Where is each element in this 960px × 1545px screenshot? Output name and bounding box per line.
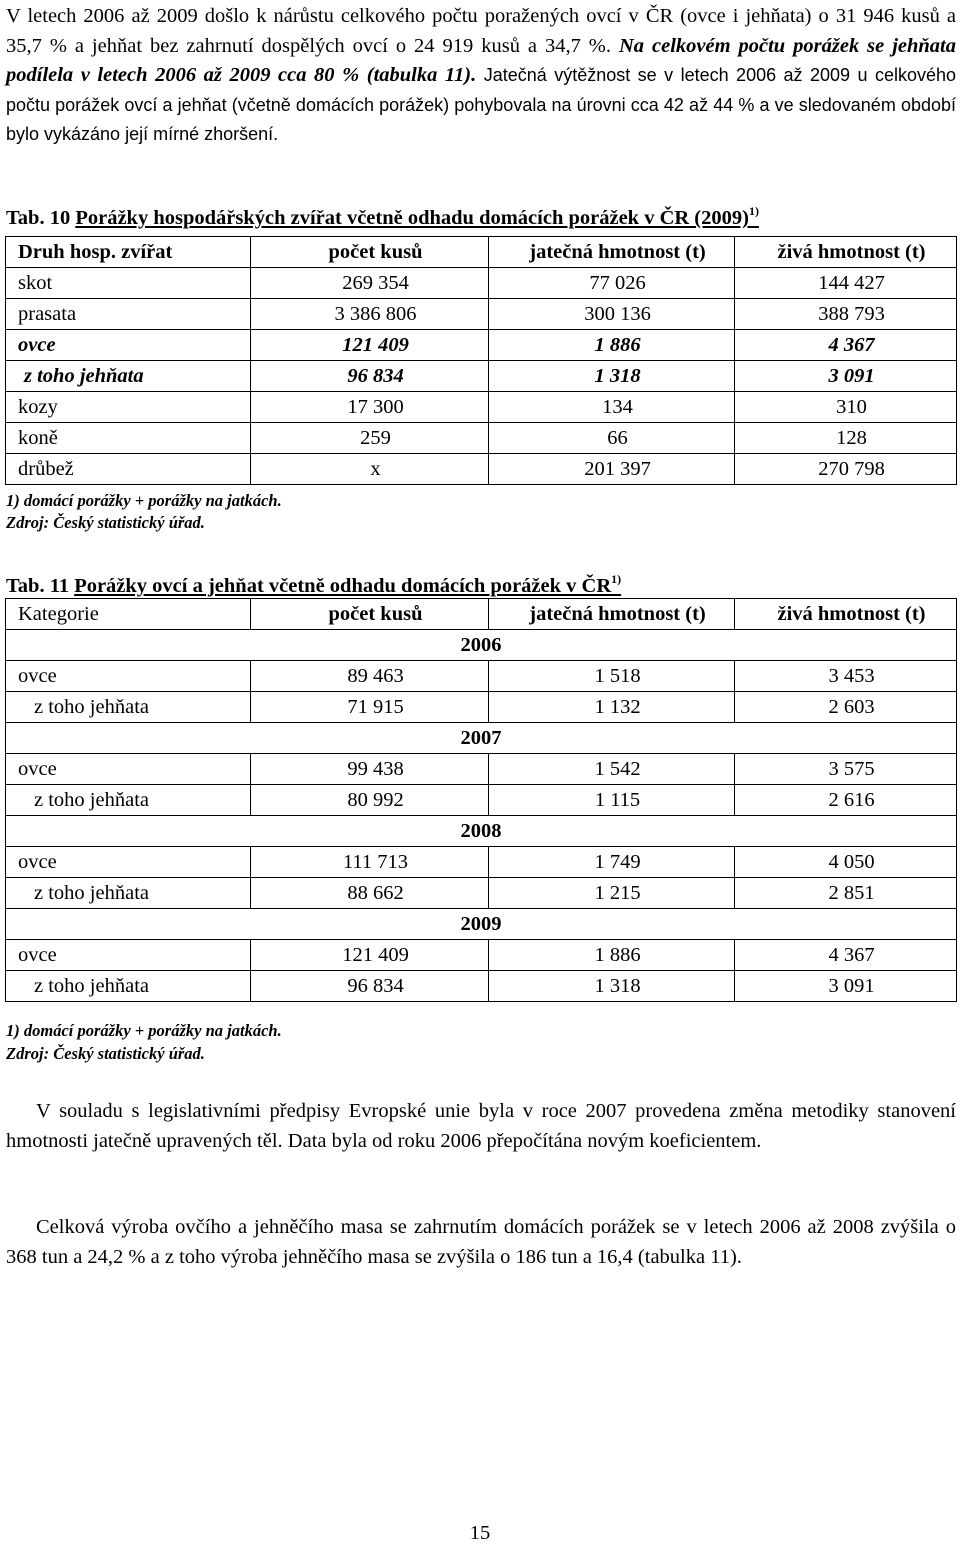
production-paragraph: Celková výroba ovčího a jehněčího masa se zahrnutím domácích porážek se v letech 2006 až 2008 zvýšila o 368 tun a 24,2 % a z toho výroba jehněčího masa se zvýšila o 186 tun a 16,4 (tabulka 11).	[6, 1216, 956, 1268]
table11-header: počet kusů	[251, 599, 489, 630]
table-cell: 77 026	[489, 268, 735, 299]
table10-header: živá hmotnost (t)	[735, 237, 957, 268]
table11-header: jatečná hmotnost (t)	[489, 599, 735, 630]
year-row	[6, 630, 957, 661]
table11-caption-sup: 1)	[611, 572, 622, 586]
table-cell: 111 713	[251, 847, 489, 878]
table-cell: 121 409	[251, 940, 489, 971]
intro-part1: V letech 2006 až 2009 došlo k nárůstu celkového počtu poražených ovcí v ČR (ovce i jehňata) o 31 946 kusů a 35,7 % a jehňat bez zahrnutí dospělých ovcí o 24 919 kusů a 34,7 %.	[6, 5, 956, 57]
table-cell: 2 851	[735, 878, 957, 909]
table-row	[6, 268, 957, 299]
table-cell: ovce	[6, 330, 251, 361]
table-cell: 3 453	[735, 661, 957, 692]
table-cell: skot	[6, 268, 251, 299]
table10-header-row	[6, 237, 957, 268]
table-row	[6, 692, 957, 723]
table11-footnote: 1) domácí porážky + porážky na jatkách.	[6, 1021, 282, 1040]
table-cell: x	[251, 454, 489, 485]
table-row	[6, 299, 957, 330]
table-cell: 270 798	[735, 454, 957, 485]
intro-paragraph	[6, 2, 956, 150]
table-cell: 1 318	[489, 971, 735, 1002]
table-row	[6, 423, 957, 454]
year-row	[6, 816, 957, 847]
table-cell: kozy	[6, 392, 251, 423]
table-cell: 17 300	[251, 392, 489, 423]
table-cell: 66	[489, 423, 735, 454]
table11-header: živá hmotnost (t)	[735, 599, 957, 630]
table-cell: ovce	[6, 754, 251, 785]
table-cell: 121 409	[251, 330, 489, 361]
table-row	[6, 785, 957, 816]
table-row	[6, 392, 957, 423]
table-cell: 89 463	[251, 661, 489, 692]
table11-header: Kategorie	[6, 599, 251, 630]
table-row	[6, 661, 957, 692]
table-cell: 1 886	[489, 330, 735, 361]
table-cell: 1 318	[489, 361, 735, 392]
table-cell: 71 915	[251, 692, 489, 723]
table-cell: 3 091	[735, 971, 957, 1002]
table-cell: drůbež	[6, 454, 251, 485]
table-cell: 388 793	[735, 299, 957, 330]
table10	[5, 236, 957, 485]
table-cell: koně	[6, 423, 251, 454]
table-cell: 128	[735, 423, 957, 454]
table-cell: 1 115	[489, 785, 735, 816]
table11-header-row	[6, 599, 957, 630]
table-cell: 1 542	[489, 754, 735, 785]
table-cell: 269 354	[251, 268, 489, 299]
table-cell: 4 050	[735, 847, 957, 878]
table10-caption-title: Porážky hospodářských zvířat včetně odhadu domácích porážek v ČR $(2009)^{1)}$	[75, 204, 759, 229]
year-cell: 2009	[6, 909, 957, 940]
table-cell: 201 397	[489, 454, 735, 485]
legislation-paragraph: V souladu s legislativními předpisy Evropské unie byla v roce 2007 provedena změna metodiky stanovení hmotnosti jatečně upravených těl. Data byla od roku 2006 přepočítána novým koeficientem.	[6, 1100, 956, 1152]
table-cell: 1 749	[489, 847, 735, 878]
table10-source: Zdroj: Český statistický úřad.	[6, 513, 205, 532]
table11-caption	[6, 566, 956, 599]
table-cell: 2 616	[735, 785, 957, 816]
table-cell: 1 215	[489, 878, 735, 909]
year-row	[6, 723, 957, 754]
table-cell: ovce	[6, 940, 251, 971]
table10-caption	[6, 198, 956, 231]
year-cell: 2008	[6, 816, 957, 847]
table-cell: z toho jehňata	[6, 878, 251, 909]
table10-caption-prefix: Tab. 10	[6, 207, 76, 229]
table-cell: prasata	[6, 299, 251, 330]
table-cell: 96 834	[251, 361, 489, 392]
table-cell: ovce	[6, 661, 251, 692]
table-cell: z toho jehňata	[6, 692, 251, 723]
table-cell: 88 662	[251, 878, 489, 909]
table-row	[6, 847, 957, 878]
table-cell: 2 603	[735, 692, 957, 723]
table-cell: 144 427	[735, 268, 957, 299]
table-cell: 96 834	[251, 971, 489, 1002]
table-row	[6, 754, 957, 785]
intro-part3: Jatečná výtěžnost se v letech 2006 až 2009 u celkového počtu porážek ovcí a jehňat (včetně domácích porážek) pohybovala na úrovni cca 42 až 44 % a ve sledovaném období bylo vykázáno její mírné zhoršení.	[6, 65, 956, 144]
table-cell: z toho jehňata	[6, 785, 251, 816]
year-row	[6, 909, 957, 940]
table10-header: Druh hosp. zvířat	[6, 237, 251, 268]
table-cell: 1 886	[489, 940, 735, 971]
table-cell: 4 367	[735, 940, 957, 971]
table10-header: počet kusů	[251, 237, 489, 268]
table10-header: jatečná hmotnost (t)	[489, 237, 735, 268]
intro-part2: Na celkovém počtu porážek se jehňata podílela v letech 2006 až 2009 cca 80 % (tabulka 11).	[6, 34, 956, 86]
table-cell: 99 438	[251, 754, 489, 785]
table-row	[6, 454, 957, 485]
table-cell: z toho jehňata	[6, 971, 251, 1002]
table11-caption-title: Porážky ovcí a jehňat včetně odhadu domácích porážek v ČR$^{1)}$	[74, 572, 622, 597]
year-cell: 2007	[6, 723, 957, 754]
table-cell: 80 992	[251, 785, 489, 816]
table-cell: z toho jehňata	[6, 361, 251, 392]
table-row	[6, 330, 957, 361]
table10-footnote: 1) domácí porážky + porážky na jatkách.	[6, 491, 282, 510]
table-cell: 4 367	[735, 330, 957, 361]
table-row	[6, 940, 957, 971]
table-cell: 1 518	[489, 661, 735, 692]
table11-source: Zdroj: Český statistický úřad.	[6, 1044, 205, 1063]
table-cell: 1 132	[489, 692, 735, 723]
table-cell: 300 136	[489, 299, 735, 330]
table-cell: 310	[735, 392, 957, 423]
table-row	[6, 878, 957, 909]
table-cell: 3 386 806	[251, 299, 489, 330]
table-row	[6, 361, 957, 392]
table-cell: 3 091	[735, 361, 957, 392]
table11	[5, 598, 957, 1002]
table11-caption-prefix: Tab. 11	[6, 575, 75, 597]
table10-caption-sup: 1)	[748, 204, 759, 218]
table-cell: 259	[251, 423, 489, 454]
table-row	[6, 971, 957, 1002]
table-cell: 134	[489, 392, 735, 423]
table-cell: ovce	[6, 847, 251, 878]
year-cell: 2006	[6, 630, 957, 661]
page-number: 15	[469, 1522, 491, 1544]
table-cell: 3 575	[735, 754, 957, 785]
